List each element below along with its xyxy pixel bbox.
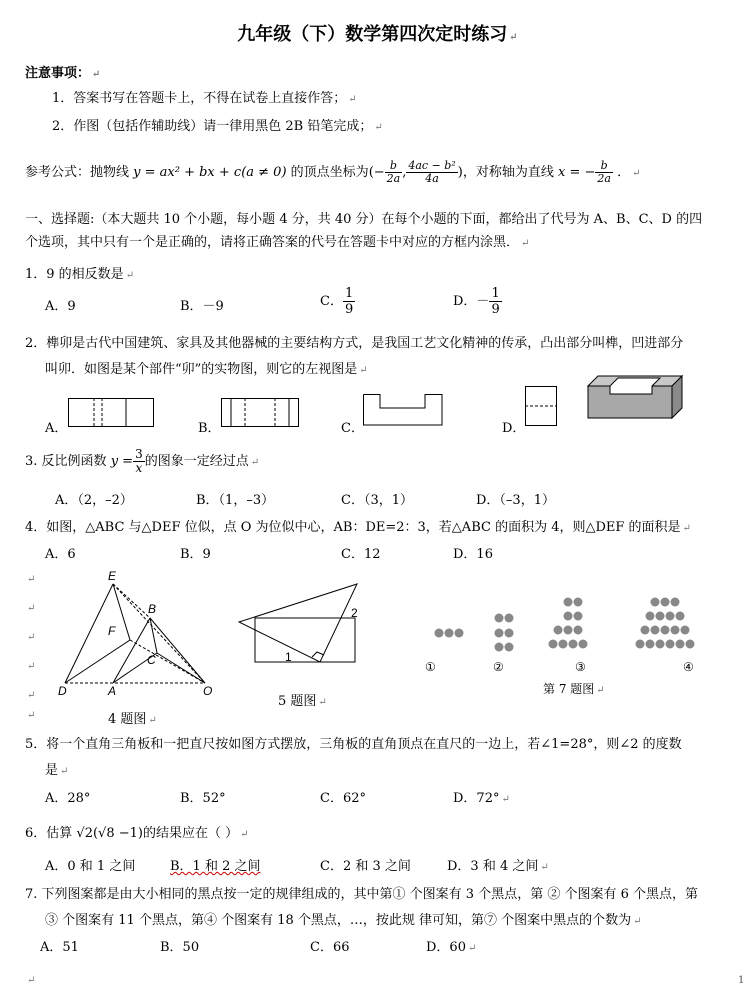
- q2-option-a-figure: [68, 398, 154, 428]
- fig5-angle-1: 1: [285, 650, 292, 664]
- q6-option-c: C．2 和 3 之间: [320, 859, 411, 874]
- q4-option-a: A．6: [45, 547, 76, 562]
- q5-option-c: C．62°: [320, 791, 366, 806]
- q6-stem: 6．估算 √2(√8 −1)的结果应在（ ） ↵: [25, 826, 249, 841]
- q2-line-1: 2．榫卯是古代中国建筑、家具及其他器械的主要结构方式，是我国工艺文化精神的传承，凸出部分叫榫，凹进部分: [25, 336, 684, 351]
- q5-line-2: 是 ↵: [45, 763, 69, 778]
- q6-option-d: D．3 和 4 之间 ↵: [447, 859, 549, 874]
- q7-option-a: A．51: [40, 940, 79, 955]
- reference-formula: 参考公式：抛物线 y = ax² + bx + c(a ≠ 0) 的顶点坐标为(− $\frac{b}{2a}$ , $\frac{\text{4ac − b²}}{4a}$ )，对称轴为直线 x = − $\frac{b}{2a}$ ． ↵: [25, 159, 641, 185]
- figure-5: [237, 584, 362, 666]
- q4-stem: 4．如图，△ABC 与△DEF 位似，点 O 为位似中心，AB：DE=2：3，若△ABC 的面积为 4，则△DEF 的面积是 ↵: [25, 520, 691, 535]
- q6-option-a: A．0 和 1 之间: [45, 859, 136, 874]
- fig4-caption: 4 题图 ↵: [108, 712, 157, 727]
- q1-stem: 1．9 的相反数是 ↵: [25, 267, 135, 282]
- q2-option-d-label: D．: [502, 421, 526, 436]
- q5-option-b: B．52°: [180, 791, 226, 806]
- q2-option-c-figure: [363, 394, 443, 426]
- pattern-4: [636, 598, 695, 649]
- q1-option-b: B．－9: [180, 299, 224, 314]
- pattern-2: [495, 614, 514, 652]
- page-title: 九年级（下）数学第四次定时练习 ↵: [237, 24, 518, 45]
- q1-option-d: D．－ $\frac{1}{9}$: [453, 286, 500, 317]
- fig4-label-o: O: [203, 684, 213, 698]
- fig7-label-3: ③: [575, 660, 586, 674]
- vertex-x-fraction: $\frac{b}{2a}$: [386, 159, 401, 185]
- q2-option-a-label: A．: [45, 421, 68, 436]
- fig7-caption: 第 7 题图 ↵: [543, 682, 605, 696]
- q5-line-1: 5．将一个直角三角板和一把直尺按如图方式摆放，三角板的直角顶点在直尺的一边上，若∠1=28°，则∠2 的度数: [25, 737, 682, 752]
- section-1-line-2: 个选项，其中只有一个是正确的，请将正确答案的代号在答题卡中对应的方框内涂黑． ↵: [25, 235, 530, 250]
- notice-item-2: 2．作图（包括作辅助线）请一律用黑色 2B 铅笔完成； ↵: [52, 119, 383, 134]
- axis-fraction: $\frac{b}{2a}$: [597, 159, 611, 185]
- fig4-label-a: A: [108, 684, 117, 698]
- q4-option-d: D．16: [453, 547, 493, 562]
- q3-option-b: B．（1，–3）: [196, 493, 275, 508]
- fig4-label-b: B: [148, 602, 157, 616]
- fig5-angle-2: 2: [351, 606, 358, 620]
- fig7-label-2: ②: [493, 660, 504, 674]
- section-1-line-1: 一、选择题:（本大题共 10 个小题，每小题 4 分，共 40 分）在每个小题的下面，都给出了代号为 A、B、C、D 的四: [25, 212, 703, 227]
- q7-line-1: 7. 下列图案都是由大小相同的黑点按一定的规律组成的，其中第① 个图案有 3 个黑点，第 ② 个图案有 6 个黑点，第: [25, 887, 699, 902]
- q3-option-d: D．（–3，1）: [476, 493, 555, 508]
- q7-option-b: B．50: [160, 940, 200, 955]
- notice-heading: 注意事项： ↵: [25, 66, 101, 81]
- figure-7: [425, 596, 715, 676]
- q2-option-b-figure: [221, 398, 299, 428]
- q6-expression: √2(√8 −1): [76, 826, 143, 841]
- q2-option-d-figure: [525, 386, 557, 426]
- pattern-1: [435, 629, 464, 638]
- q7-line-2: ③ 个图案有 11 个黑点，第④ 个图案有 18 个黑点，…，按此规 律可知，第⑦ 个图案中黑点的个数为 ↵: [45, 913, 642, 928]
- q3-stem: 3. 反比例函数 y = $\frac{3}{x}$ 的图象一定经过点 ↵: [25, 447, 260, 475]
- fig4-label-c: C: [147, 653, 156, 667]
- parabola-equation: y = ax² + bx + c(a ≠ 0): [133, 165, 287, 180]
- q6-option-b: B．1 和 2 之间: [170, 859, 261, 874]
- q3-option-a: A．（2，–2）: [55, 493, 133, 508]
- figure-4: [55, 568, 225, 703]
- fig7-label-1: ①: [425, 660, 436, 674]
- q7-option-c: C．66: [310, 940, 350, 955]
- q7-option-d: D．60 ↵: [426, 940, 477, 955]
- fig4-label-e: E: [108, 569, 117, 583]
- fig7-label-4: ④: [683, 660, 694, 674]
- q4-option-b: B．9: [180, 547, 211, 562]
- q3-option-c: C．（3，1）: [341, 493, 413, 508]
- q5-option-d: D．72° ↵: [453, 791, 510, 806]
- fig4-label-f: F: [108, 624, 116, 638]
- fig4-label-d: D: [58, 684, 67, 698]
- notice-item-1: 1．答案书写在答题卡上，不得在试卷上直接作答； ↵: [52, 91, 357, 106]
- page-number: 1: [738, 975, 745, 986]
- q4-option-c: C．12: [341, 547, 381, 562]
- mortise-3d-figure: [588, 374, 683, 420]
- q2-line-2: 叫卯．如图是某个部件“卯”的实物图，则它的左视图是 ↵: [45, 362, 368, 377]
- q2-option-c-label: C．: [341, 421, 364, 436]
- q1-option-c: C． $\frac{1}{9}$: [320, 286, 354, 317]
- pattern-3: [549, 598, 588, 649]
- vertex-y-fraction: $\frac{\text{4ac − b²}}{4a}$: [408, 159, 456, 185]
- q2-option-b-label: B．: [198, 421, 221, 436]
- q1-option-a: A．9: [45, 299, 76, 314]
- q5-option-a: A．28°: [45, 791, 91, 806]
- fig5-caption: 5 题图 ↵: [278, 694, 327, 709]
